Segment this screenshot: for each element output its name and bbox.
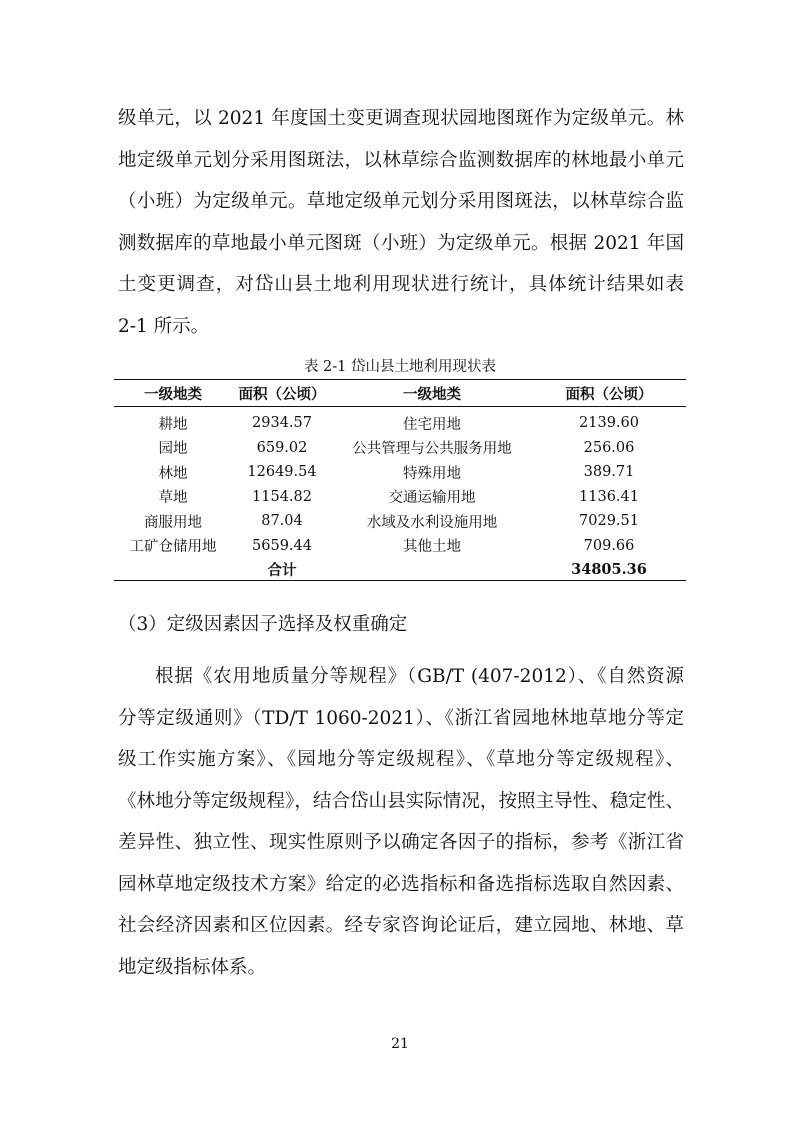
- text-line: 级工作实施方案》、《园地分等定级规程》、《草地分等定级规程》、: [118, 749, 684, 770]
- table-cell: 5659.44: [252, 537, 312, 554]
- text-line: 园林草地定级技术方案》给定的必选指标和备选指标选取自然因素、: [118, 873, 684, 895]
- text-line: 根据《农用地质量分等规程》（GB/T (407-2012）、《自然资源: [155, 666, 684, 687]
- table-row: [114, 436, 686, 461]
- table-cell: 1136.41: [579, 488, 639, 505]
- table-cell: 256.06: [583, 439, 635, 456]
- table-cell: 公共管理与公共服务用地: [352, 441, 512, 458]
- table-caption: 表 2-1 岱山县土地利用现状表: [303, 359, 497, 375]
- table-cell: 7029.51: [579, 513, 639, 530]
- factor-paragraph: [118, 656, 684, 988]
- table-cell: 水域及水利设施用地: [366, 514, 498, 531]
- table-cell: 工矿仓储用地: [129, 539, 217, 556]
- table-cell: 园地: [158, 441, 188, 458]
- text-line: 差异性、独立性、现实性原则予以确定各因子的指标，参考《浙江省: [118, 832, 684, 853]
- table-cell: 住宅用地: [403, 416, 461, 433]
- table-cell: 交通运输用地: [388, 490, 476, 507]
- land-use-table: [114, 379, 686, 581]
- table-cell: 709.66: [583, 537, 635, 554]
- table-cell: 特殊用地: [403, 465, 461, 482]
- total-label: 合计: [232, 558, 332, 581]
- table-total-row: [114, 558, 686, 581]
- header-area: 面积（公顷）: [232, 380, 332, 407]
- text-line: 地定级单元划分采用图斑法，以林草综合监测数据库的林地最小单元: [118, 149, 684, 171]
- table-cell: 12649.54: [247, 464, 317, 481]
- table-header-row: [114, 380, 686, 407]
- table-row: [114, 485, 686, 510]
- header-land-type: 一级地类: [332, 380, 532, 407]
- text-line: 《林地分等定级规程》，结合岱山县实际情况，按照主导性、稳定性、: [118, 790, 684, 812]
- table-cell: 2934.57: [252, 415, 312, 432]
- header-area: 面积（公顷）: [532, 380, 686, 407]
- table-cell: 商服用地: [144, 514, 202, 531]
- header-land-type: 一级地类: [114, 380, 232, 407]
- text-line: 测数据库的草地最小单元图斑（小班）为定级单元。根据 2021 年国: [118, 232, 684, 254]
- page-number: 21: [391, 1036, 409, 1052]
- section-heading: （3）定级因素因子选择及权重确定: [118, 614, 408, 635]
- text-line: （小班）为定级单元。草地定级单元划分采用图斑法，以林草综合监: [118, 191, 684, 212]
- total-value: 34805.36: [532, 558, 686, 581]
- text-line: 分等定级通则》（TD/T 1060-2021）、《浙江省园地林地草地分等定: [118, 707, 684, 729]
- text-line: 地定级指标体系。: [118, 956, 267, 978]
- table-cell: [332, 558, 532, 581]
- table-cell: 87.04: [261, 513, 303, 530]
- text-line: 土变更调查，对岱山县土地利用现状进行统计，具体统计结果如表: [118, 274, 684, 295]
- text-line: 2-1 所示。: [118, 315, 210, 337]
- table-row: [114, 460, 686, 485]
- table-row: [114, 509, 686, 534]
- text-line: 社会经济因素和区位因素。经专家咨询论证后，建立园地、林地、草: [118, 915, 684, 936]
- table-row: [114, 534, 686, 559]
- text-line: 级单元，以 2021 年度国土变更调查现状园地图斑作为定级单元。林: [118, 108, 684, 129]
- table-cell: [114, 558, 232, 581]
- table-cell: 林地: [158, 465, 188, 482]
- intro-paragraph: [118, 98, 684, 347]
- table-row: [114, 407, 686, 436]
- table-cell: 389.71: [583, 464, 635, 481]
- table-cell: 2139.60: [579, 415, 639, 432]
- table-cell: 其他土地: [403, 539, 461, 556]
- table-cell: 耕地: [158, 416, 188, 433]
- table-cell: 1154.82: [252, 488, 312, 505]
- table-cell: 659.02: [256, 439, 308, 456]
- table-cell: 草地: [158, 490, 188, 507]
